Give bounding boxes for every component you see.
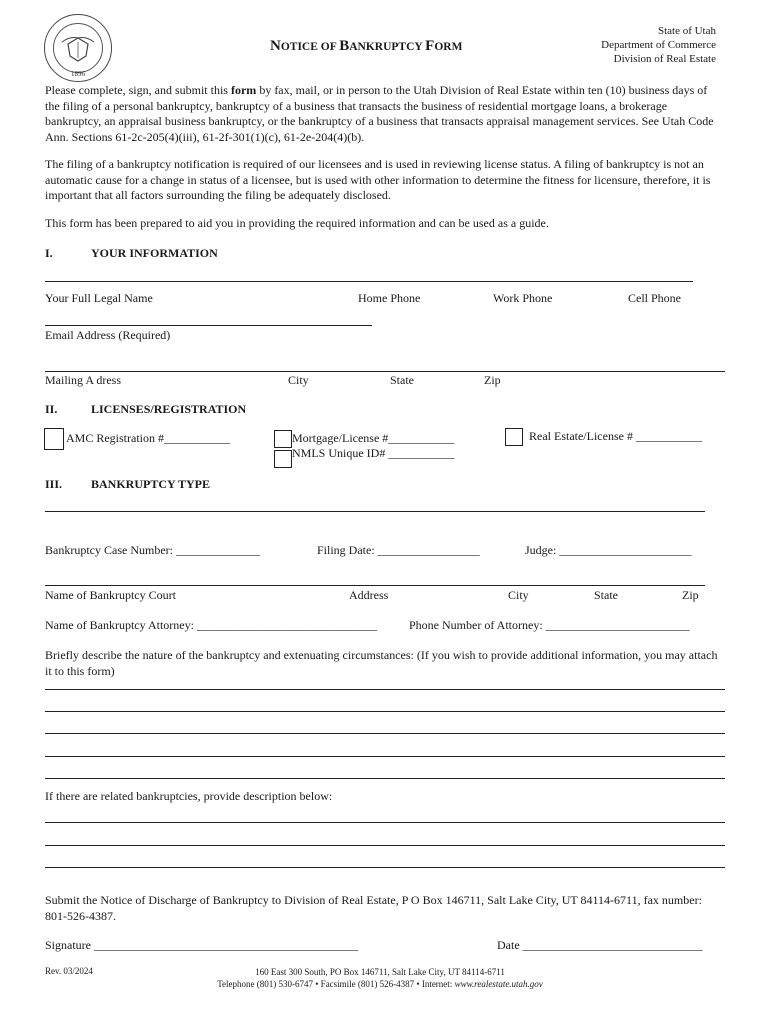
real-estate-checkbox[interactable] — [505, 428, 523, 446]
utah-state-seal — [44, 14, 112, 82]
court-state-label: State — [594, 588, 618, 602]
agency-division: Division of Real Estate — [613, 53, 716, 65]
court-line[interactable] — [45, 585, 705, 586]
agency-department: Department of Commerce — [601, 39, 716, 51]
section-1-heading: YOUR INFORMATION — [91, 246, 218, 260]
section-2-numeral: II. — [45, 402, 58, 416]
agency-block — [601, 24, 716, 66]
mailing-address-line[interactable] — [45, 371, 725, 372]
court-zip-label: Zip — [682, 588, 699, 602]
section-3-heading: BANKRUPTCY TYPE — [91, 477, 211, 491]
bankruptcy-type-line[interactable] — [45, 511, 705, 512]
nmls-checkbox[interactable] — [274, 450, 292, 468]
legal-name-line[interactable] — [45, 281, 693, 282]
home-phone-label: Home Phone — [358, 291, 421, 305]
footer-website-link[interactable]: www.realestate.utah.gov — [454, 979, 543, 989]
related-line-1[interactable] — [45, 822, 725, 823]
describe-line-2[interactable] — [45, 711, 725, 712]
related-line-2[interactable] — [45, 845, 725, 846]
mailing-state-label: State — [390, 373, 414, 387]
footer-contact — [150, 978, 610, 990]
section-1-numeral: I. — [45, 246, 53, 260]
cell-phone-label: Cell Phone — [628, 291, 681, 305]
footer-phone-fax: Telephone (801) 530-6747 • Facsimile (801) 526-4387 • Internet: — [217, 979, 455, 989]
related-prompt: If there are related bankruptcies, provide description below: — [45, 789, 333, 803]
eagle-shield-icon — [54, 24, 102, 72]
seal-year: 1896 — [71, 70, 85, 78]
real-estate-license-field[interactable]: Real Estate/License # ___________ — [529, 429, 702, 443]
attorney-phone-field[interactable]: Phone Number of Attorney: ________________________ — [409, 618, 690, 632]
judge-field[interactable]: Judge: ______________________ — [525, 543, 692, 557]
date-field[interactable]: Date ______________________________ — [497, 938, 703, 952]
mailing-zip-label: Zip — [484, 373, 501, 387]
section-2-heading: LICENSES/REGISTRATION — [91, 402, 247, 416]
intro-paragraph-1: Please complete, sign, and submit this form by fax, mail, or in person to the Utah Division of Real Estate within ten (10) business days of the filing of a personal bankruptcy, bankruptcy of a business that transacts the business of residential mortgage loans, a brokerage bankruptcy, an appraisal business bankruptcy, or the bankruptcy of a business that transacts appraisal management services. See Utah Code Ann. Sections 61-2c-205(4)(iii), 61-2f-301(1)(c), 61-2e-204(4)(b). — [45, 83, 714, 144]
submit-instructions: Submit the Notice of Discharge of Bankruptcy to Division of Real Estate, P O Box 146711, Salt Lake City, UT 84114-6711, fax number: 801-526-4387. — [45, 893, 702, 923]
revision-label: Rev. 03/2024 — [45, 966, 93, 976]
amc-checkbox[interactable] — [44, 428, 64, 450]
case-number-field[interactable]: Bankruptcy Case Number: ______________ — [45, 543, 260, 557]
legal-name-label: Your Full Legal Name — [45, 291, 153, 305]
filing-date-field[interactable]: Filing Date: _________________ — [317, 543, 480, 557]
mortgage-checkbox[interactable] — [274, 430, 292, 448]
intro-paragraph-3: This form has been prepared to aid you in providing the required information and can be used as a guide. — [45, 216, 549, 230]
describe-line-1[interactable] — [45, 689, 725, 690]
seal-inner-ring — [53, 23, 103, 73]
describe-prompt: Briefly describe the nature of the bankruptcy and extenuating circumstances: (If you wish to provide additional information, you may attach it to this form) — [45, 648, 718, 678]
mailing-city-label: City — [288, 373, 309, 387]
describe-line-5[interactable] — [45, 778, 725, 779]
email-label: Email Address (Required) — [45, 328, 171, 342]
attorney-name-field[interactable]: Name of Bankruptcy Attorney: ______________________________ — [45, 618, 377, 632]
intro-paragraph-2: The filing of a bankruptcy notification is required of our licensees and is used in reviewing license status. A filing of bankruptcy is not an automatic cause for a change in status of a licensee, but is used with other information to determine the fitness for licensure, therefore, it is important that all factors surrounding the filing be adequately disclosed. — [45, 157, 711, 202]
mortgage-license-field[interactable]: Mortgage/License #___________ — [292, 431, 455, 445]
agency-state: State of Utah — [657, 25, 716, 37]
page-title: NOTICE OF BANKRUPTCY FORM — [270, 38, 463, 54]
nmls-id-field[interactable]: NMLS Unique ID# ___________ — [292, 446, 455, 460]
email-line[interactable] — [45, 325, 372, 326]
mailing-address-label: Mailing A dress — [45, 373, 122, 387]
amc-registration-field[interactable]: AMC Registration #___________ — [66, 431, 230, 445]
signature-field[interactable]: Signature ____________________________________________ — [45, 938, 358, 952]
section-3-numeral: III. — [45, 477, 63, 491]
describe-line-3[interactable] — [45, 733, 725, 734]
work-phone-label: Work Phone — [493, 291, 553, 305]
court-city-label: City — [508, 588, 529, 602]
describe-line-4[interactable] — [45, 756, 725, 757]
footer-address: 160 East 300 South, PO Box 146711, Salt Lake City, UT 84114-6711 — [255, 967, 505, 977]
court-name-label: Name of Bankruptcy Court — [45, 588, 176, 602]
related-line-3[interactable] — [45, 867, 725, 868]
court-address-label: Address — [349, 588, 389, 602]
